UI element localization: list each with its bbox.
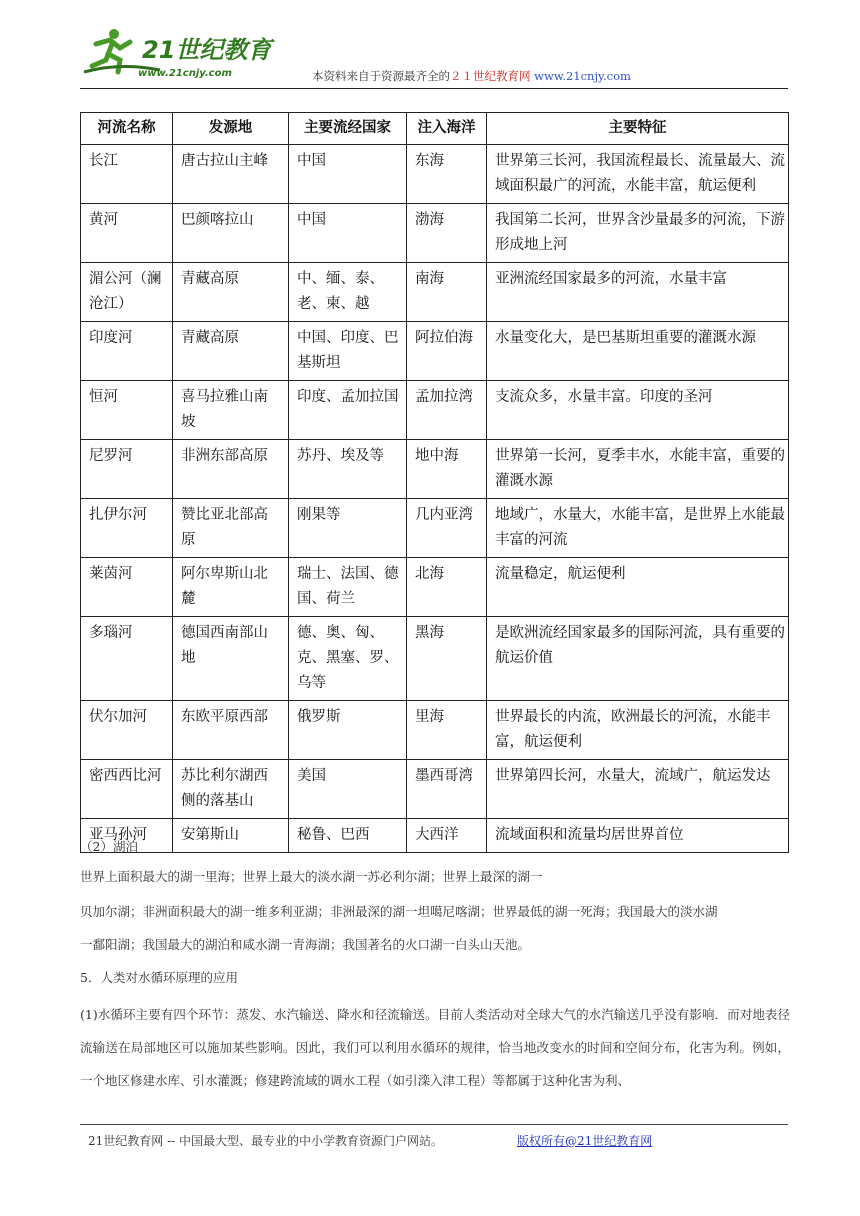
river-ocean: 大西洋: [407, 819, 487, 853]
header-source: 发源地: [173, 113, 289, 145]
river-feature: 是欧洲流经国家最多的国际河流，具有重要的航运价值: [487, 617, 789, 701]
river-name: 尼罗河: [81, 440, 173, 499]
river-countries: 德、奥、匈、克、黑塞、罗、乌等: [289, 617, 407, 701]
river-source: 德国西南部山地: [173, 617, 289, 701]
river-ocean: 几内亚湾: [407, 499, 487, 558]
table-row: [81, 322, 789, 381]
header-note-url[interactable]: www.21cnjy.com: [534, 69, 631, 83]
river-countries: 中国: [289, 145, 407, 204]
river-name: 恒河: [81, 381, 173, 440]
header-ocean: 注入海洋: [407, 113, 487, 145]
footer-copyright-link[interactable]: 版权所有@21世纪教育网: [517, 1134, 653, 1148]
river-name: 湄公河（澜沧江）: [81, 263, 173, 322]
lakes-line-3: 一鄱阳湖；我国最大的湖泊和咸水湖一青海湖；我国著名的火口湖一白头山天池。: [80, 937, 531, 952]
river-source: 阿尔卑斯山北麓: [173, 558, 289, 617]
river-ocean: 黑海: [407, 617, 487, 701]
header-river-name: 河流名称: [81, 113, 173, 145]
table-row: [81, 263, 789, 322]
river-ocean: 墨西哥湾: [407, 760, 487, 819]
table-row: [81, 145, 789, 204]
river-name: 印度河: [81, 322, 173, 381]
table-row: [81, 381, 789, 440]
rivers-table: [80, 112, 789, 853]
river-feature: 我国第二长河，世界含沙量最多的河流，下游形成地上河: [487, 204, 789, 263]
table-row: [81, 204, 789, 263]
river-feature: 支流众多，水量丰富。印度的圣河: [487, 381, 789, 440]
lakes-line-2: 贝加尔湖；非洲面积最大的湖一维多利亚湖；非洲最深的湖一坦噶尼喀湖；世界最低的湖一死海；我国最大的淡水湖: [80, 904, 718, 919]
logo-url: www.21cnjy.com: [138, 68, 232, 79]
river-feature: 水量变化大，是巴基斯坦重要的灌溉水源: [487, 322, 789, 381]
river-source: 喜马拉雅山南坡: [173, 381, 289, 440]
river-countries: 苏丹、埃及等: [289, 440, 407, 499]
header-note-site: ２１世纪教育网: [450, 69, 531, 83]
river-countries: 中、缅、泰、老、柬、越: [289, 263, 407, 322]
river-name: 长江: [81, 145, 173, 204]
river-name: 莱茵河: [81, 558, 173, 617]
header-countries: 主要流经国家: [289, 113, 407, 145]
river-feature: 世界最长的内流，欧洲最长的河流，水能丰富，航运便利: [487, 701, 789, 760]
table-row: [81, 558, 789, 617]
river-feature: 流量稳定，航运便利: [487, 558, 789, 617]
river-countries: 印度、孟加拉国: [289, 381, 407, 440]
river-feature: 世界第四长河，水量大，流域广，航运发达: [487, 760, 789, 819]
river-name: 黄河: [81, 204, 173, 263]
river-source: 安第斯山: [173, 819, 289, 853]
footer-divider: [80, 1124, 788, 1125]
header-divider: [80, 88, 788, 89]
logo-text: 21世纪教育: [142, 36, 272, 64]
lakes-line-1: 世界上面积最大的湖一里海；世界上最大的淡水湖一苏必利尔湖；世界上最深的湖一: [80, 869, 543, 884]
table-row: [81, 760, 789, 819]
river-ocean: 北海: [407, 558, 487, 617]
river-countries: 瑞士、法国、德国、荷兰: [289, 558, 407, 617]
river-feature: 亚洲流经国家最多的河流，水量丰富: [487, 263, 789, 322]
river-countries: 俄罗斯: [289, 701, 407, 760]
header-feature: 主要特征: [487, 113, 789, 145]
river-name: 扎伊尔河: [81, 499, 173, 558]
section-5-heading: 5．人类对水循环原理的应用: [80, 970, 238, 985]
table-row: [81, 440, 789, 499]
river-source: 苏比利尔湖西侧的落基山: [173, 760, 289, 819]
river-source: 非洲东部高原: [173, 440, 289, 499]
lakes-heading: （2）湖泊: [80, 839, 138, 854]
table-row: [81, 499, 789, 558]
river-name: 多瑙河: [81, 617, 173, 701]
river-source: 赞比亚北部高原: [173, 499, 289, 558]
table-header-row: [81, 113, 789, 145]
river-feature: 世界第一长河，夏季丰水，水能丰富，重要的灌溉水源: [487, 440, 789, 499]
table-row: [81, 701, 789, 760]
river-countries: 美国: [289, 760, 407, 819]
river-countries: 中国、印度、巴基斯坦: [289, 322, 407, 381]
section-5-paragraph: (1)水循环主要有四个环节：蒸发、水汽输送、降水和径流输送。目前人类活动对全球大气的水汽输送几乎没有影响．而对地表径流输送在局部地区可以施加某些影响。因此，我们可以利用水循环的规律，恰当地改变水的时间和空间分布，化害为利。例如，一个地区修建水库、引水灌溉；修建跨流域的调水工程（如引滦入津工程）等都属于这种化害为利、: [80, 1007, 790, 1088]
river-ocean: 孟加拉湾: [407, 381, 487, 440]
river-ocean: 南海: [407, 263, 487, 322]
header-note: [312, 68, 631, 84]
river-countries: 中国: [289, 204, 407, 263]
river-ocean: 渤海: [407, 204, 487, 263]
table-row: [81, 617, 789, 701]
river-countries: 刚果等: [289, 499, 407, 558]
river-source: 东欧平原西部: [173, 701, 289, 760]
river-ocean: 里海: [407, 701, 487, 760]
river-ocean: 阿拉伯海: [407, 322, 487, 381]
river-name: 亚马孙河: [81, 819, 173, 853]
river-source: 巴颜喀拉山: [173, 204, 289, 263]
river-feature: 流域面积和流量均居世界首位: [487, 819, 789, 853]
footer-slogan: 21世纪教育网 -- 中国最大型、最专业的中小学教育资源门户网站。: [88, 1134, 444, 1148]
river-feature: 世界第三长河，我国流程最长、流量最大、流域面积最广的河流，水能丰富，航运便利: [487, 145, 789, 204]
site-logo: [80, 22, 290, 84]
river-ocean: 东海: [407, 145, 487, 204]
river-ocean: 地中海: [407, 440, 487, 499]
header-note-prefix: 本资料来自于资源最齐全的: [312, 69, 450, 83]
river-source: 青藏高原: [173, 263, 289, 322]
river-source: 唐古拉山主峰: [173, 145, 289, 204]
river-name: 伏尔加河: [81, 701, 173, 760]
river-countries: 秘鲁、巴西: [289, 819, 407, 853]
river-name: 密西西比河: [81, 760, 173, 819]
river-source: 青藏高原: [173, 322, 289, 381]
river-feature: 地域广，水量大，水能丰富，是世界上水能最丰富的河流: [487, 499, 789, 558]
